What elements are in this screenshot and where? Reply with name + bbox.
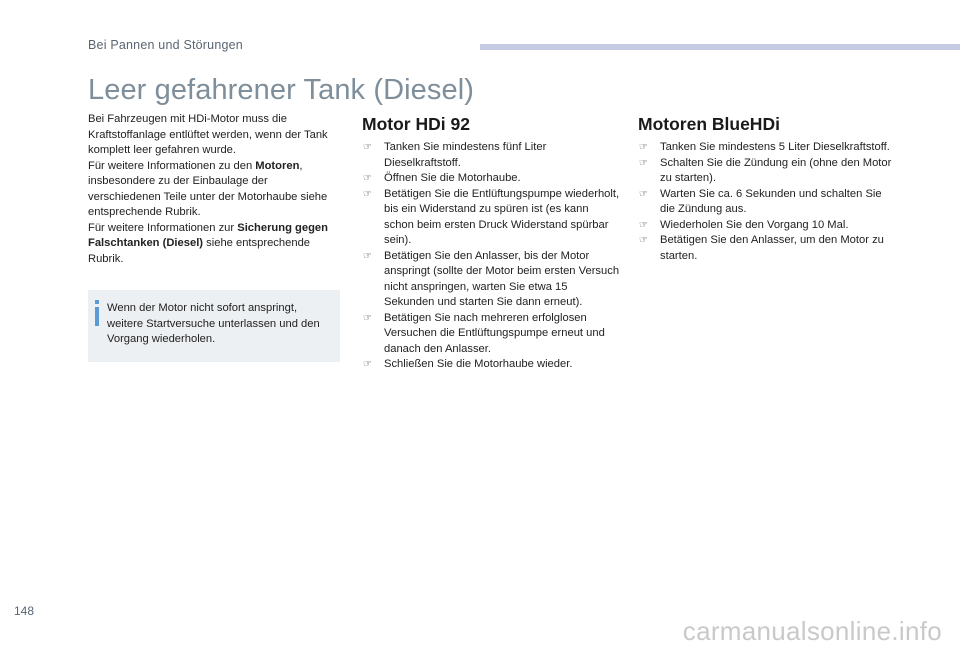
pointing-hand-icon: ☞ (363, 359, 372, 370)
section-title-bluehdi: Motoren BlueHDi (638, 114, 780, 134)
intro-paragraph-1: Bei Fahrzeugen mit HDi-Motor muss die Kraftstoffanlage entlüftet werden, wenn der Tank komplett leer gefahren wurde. (88, 113, 328, 156)
list-item (638, 218, 893, 234)
pointing-hand-icon: ☞ (639, 235, 648, 246)
intro-p2-text-end: , insbesondere zu der Einbaulage der verschiedenen Teile unter der Motorhaube siehe entsprechende Rubrik. (88, 159, 328, 218)
info-icon (92, 300, 102, 326)
pointing-hand-icon: ☞ (363, 173, 372, 184)
list-item (638, 233, 893, 264)
watermark: carmanualsonline.info (682, 616, 942, 646)
pointing-hand-icon: ☞ (639, 188, 648, 200)
intro-p3-text: Für weitere Informationen zur (88, 221, 238, 234)
list-item (638, 156, 893, 187)
pointing-hand-icon: ☞ (639, 219, 648, 231)
step-text: Tanken Sie mindestens fünf Liter Dieselkraftstoff. (384, 141, 547, 169)
list-item (638, 140, 893, 156)
pointing-hand-icon: ☞ (363, 142, 372, 153)
step-text: Betätigen Sie den Anlasser, um den Motor zu starten. (660, 234, 884, 262)
intro-paragraph-3 (88, 221, 333, 268)
pointing-hand-icon: ☞ (639, 142, 648, 153)
step-text: Warten Sie ca. 6 Sekunden und schalten Sie die Zündung aus. (660, 187, 882, 215)
section-title-hdi: Motor HDi 92 (362, 114, 470, 134)
list-item (362, 249, 620, 311)
sicherung-reference: Sicherung gegen Falschtanken (Diesel) (88, 221, 328, 249)
pointing-hand-icon: ☞ (639, 157, 648, 169)
step-text: Betätigen Sie den Anlasser, bis der Motor anspringt (sollte der Motor beim ersten Versuch nicht anspringen, warten Sie etwa 15 Sekunden und starten Sie dann erneut). (384, 249, 620, 308)
list-item (362, 187, 620, 249)
pointing-hand-icon: ☞ (363, 312, 372, 324)
step-text: Schalten Sie die Zündung ein (ohne den Motor zu starten). (660, 156, 892, 184)
step-text: Tanken Sie mindestens 5 Liter Dieselkraftstoff. (660, 141, 890, 153)
step-text: Betätigen Sie die Entlüftungspumpe wiederholt, bis ein Widerstand zu spüren ist (es kann schon beim ersten Druck Widerstand spürbar sein). (384, 187, 620, 246)
step-text: Wiederholen Sie den Vorgang 10 Mal. (660, 218, 849, 231)
page-title: Leer gefahrener Tank (Diesel) (88, 74, 475, 106)
steps-list-bluehdi (638, 140, 893, 264)
header-section-label: Bei Pannen und Störungen (88, 38, 243, 52)
step-text: Betätigen Sie nach mehreren erfolglosen Versuchen die Entlüftungspumpe erneut und danach den Anlasser. (384, 311, 605, 355)
steps-list-hdi (362, 140, 620, 373)
list-item (362, 140, 620, 171)
info-box (88, 290, 340, 362)
intro-p2-text: Für weitere Informationen zu den (88, 159, 256, 172)
page-number: 148 (14, 604, 35, 618)
pointing-hand-icon: ☞ (363, 250, 372, 262)
motoren-reference: Motoren (255, 159, 300, 172)
step-text: Schließen Sie die Motorhaube wieder. (384, 358, 573, 370)
intro-p3-text-end: siehe entsprechende Rubrik. (88, 237, 311, 265)
intro-paragraph-2 (88, 159, 333, 221)
info-text: Wenn der Motor nicht sofort anspringt, weitere Startversuche unterlassen und den Vorgang wiederholen. (107, 302, 320, 345)
list-item (362, 171, 620, 187)
list-item (362, 357, 620, 373)
pointing-hand-icon: ☞ (363, 188, 372, 200)
step-text: Öffnen Sie die Motorhaube. (384, 172, 521, 184)
intro-text (88, 112, 333, 267)
list-item (362, 311, 620, 358)
header-bar (480, 44, 960, 50)
list-item (638, 187, 893, 218)
